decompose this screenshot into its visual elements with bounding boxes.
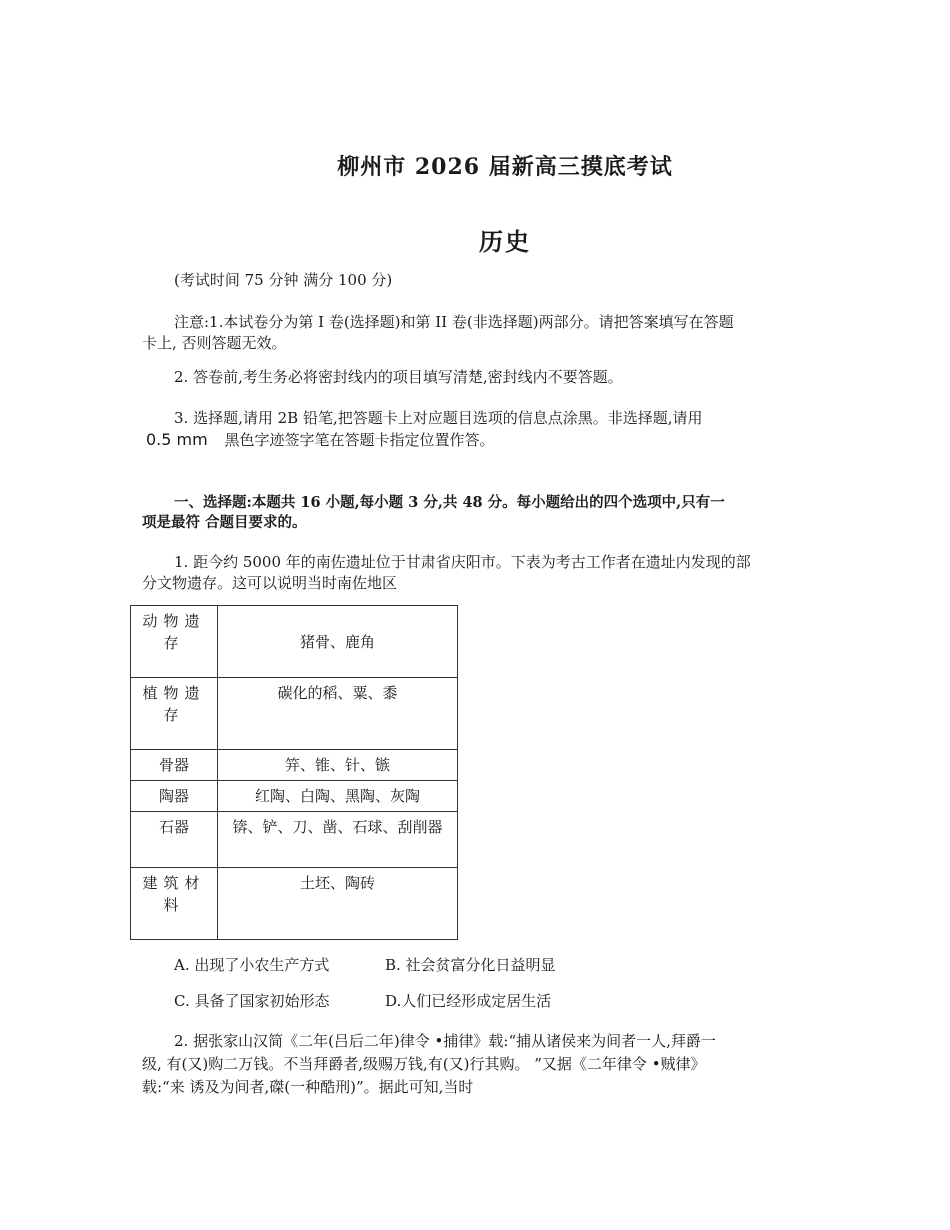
- exam-title: 柳州市 2026 届新高三摸底考试: [337, 154, 673, 180]
- table-key-cell: 植物遗存: [131, 678, 218, 750]
- table-key-cell: 动物遗存: [131, 606, 218, 678]
- table-key-cell: 陶器: [131, 781, 218, 812]
- table-row: [131, 678, 458, 750]
- q2-stem-line-1: 2. 据张家山汉简《二年(吕后二年)律令 •捕律》载:“捕从诸侯来为间者一人,拜爵一: [174, 1032, 716, 1050]
- exam-time-info: (考试时间 75 分钟 满分 100 分): [174, 271, 393, 289]
- q1-option-d: D.人们已经形成定居生活: [385, 992, 552, 1010]
- table-value-cell: 土坯、陶砖: [218, 868, 458, 940]
- q1-option-a: A. 出现了小农生产方式: [174, 956, 330, 974]
- note-2: 2. 答卷前,考生务必将密封线内的项目填写清楚,密封线内不要答题。: [174, 368, 623, 386]
- table-row: [131, 750, 458, 781]
- table-value-cell: 红陶、白陶、黑陶、灰陶: [218, 781, 458, 812]
- table-row: [131, 781, 458, 812]
- table-value-cell: 猪骨、鹿角: [218, 606, 458, 678]
- note-1-line-1: 注意:1.本试卷分为第 I 卷(选择题)和第 II 卷(非选择题)两部分。请把答案填写在答题: [174, 313, 734, 331]
- q2-stem-line-2: 级, 有(又)购二万钱。不当拜爵者,级赐万钱,有(又)行其购。 ”又据《二年律令 •贼律》: [142, 1055, 706, 1073]
- section-1-heading-line-2: 项是最符 合题目要求的。: [142, 514, 307, 531]
- table-key-cell: 骨器: [131, 750, 218, 781]
- relics-table: [130, 605, 458, 940]
- q1-stem-line-1: 1. 距今约 5000 年的南佐遗址位于甘肃省庆阳市。下表为考古工作者在遗址内发现的部: [174, 553, 751, 571]
- section-1-heading-line-1: 一、选择题:本题共 16 小题,每小题 3 分,共 48 分。每小题给出的四个选项中,只有一: [174, 494, 725, 511]
- q1-stem-line-2: 分文物遗存。这可以说明当时南佐地区: [142, 574, 398, 592]
- subject-title: 历史: [479, 227, 531, 256]
- table-key-cell: 石器: [131, 812, 218, 868]
- table-value-cell: 锛、铲、刀、凿、石球、刮削器: [218, 812, 458, 868]
- table-value-cell: 笄、锥、针、镞: [218, 750, 458, 781]
- table-key-cell: 建筑材料: [131, 868, 218, 940]
- note-3-unit: 0.5 mm: [146, 430, 208, 449]
- table-row: [131, 868, 458, 940]
- q2-stem-line-3: 载:“来 诱及为间者,磔(一种酷刑)”。据此可知,当时: [142, 1078, 474, 1096]
- note-3-line-1: 3. 选择题,请用 2B 铅笔,把答题卡上对应题目选项的信息点涂黑。非选择题,请用: [174, 409, 703, 427]
- table-row: [131, 812, 458, 868]
- note-3-text: 黑色字迹签字笔在答题卡指定位置作答。: [224, 431, 495, 449]
- table-value-cell: 碳化的稻、粟、黍: [218, 678, 458, 750]
- q1-option-c: C. 具备了国家初始形态: [174, 992, 330, 1010]
- note-1-line-2: 卡上, 否则答题无效。: [142, 334, 287, 352]
- q1-option-b: B. 社会贫富分化日益明显: [385, 956, 556, 974]
- table-row: [131, 606, 458, 678]
- note-3-line-2: [146, 427, 495, 453]
